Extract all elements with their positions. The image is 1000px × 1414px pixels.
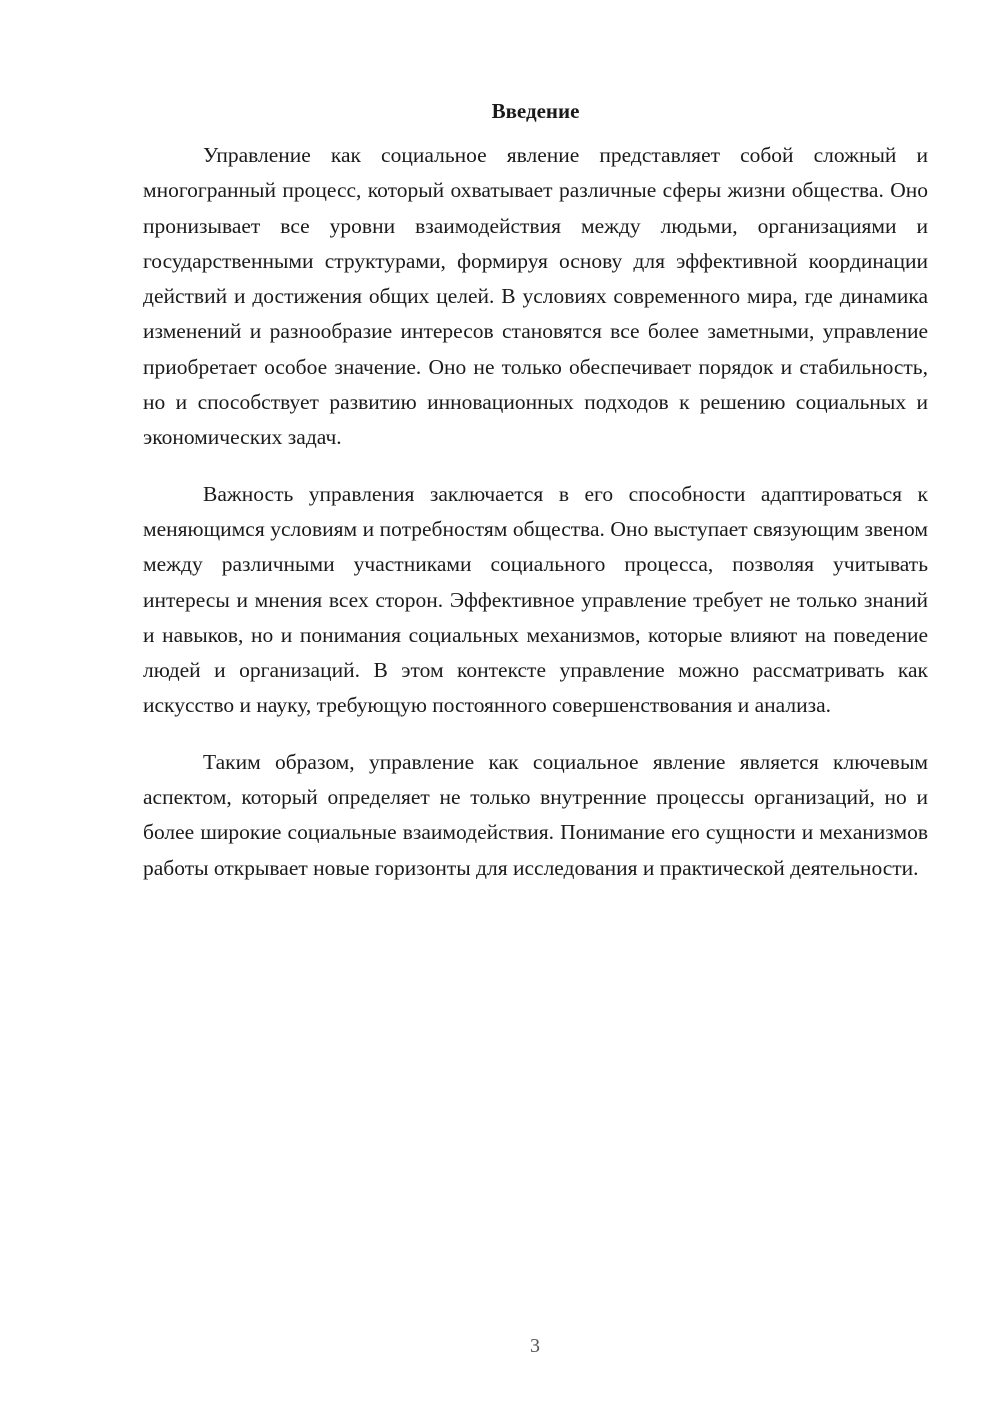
page-content <box>143 95 928 886</box>
paragraph-2: Важность управления заключается в его способности адаптироваться к меняющимся условиям и потребностям общества. Оно выступает связующим звеном между различными участниками социального процесса, позволяя учитывать интересы и мнения всех сторон. Эффективное управление требует не только знаний и навыков, но и понимания социальных механизмов, которые влияют на поведение людей и организаций. В этом контексте управление можно рассматривать как искусство и науку, требующую постоянного совершенствования и анализа. <box>143 481 928 718</box>
paragraph-1: Управление как социальное явление представляет собой сложный и многогранный процесс, который охватывает различные сферы жизни общества. Оно пронизывает все уровни взаимодействия между людьми, организациями и государственными структурами, формируя основу для эффективной координации действий и достижения общих целей. В условиях современного мира, где динамика изменений и разнообразие интересов становятся все более заметными, управление приобретает особое значение. Оно не только обеспечивает порядок и стабильность, но и способствует развитию инновационных подходов к решению социальных и экономических задач. <box>143 143 928 450</box>
paragraph-3: Таким образом, управление как социальное явление является ключевым аспектом, который определяет не только внутренние процессы организаций, но и более широкие социальные взаимодействия. Понимание его сущности и механизмов работы открывает новые горизонты для исследования и практической деятельности. <box>143 749 928 880</box>
page-number: 3 <box>530 1335 540 1357</box>
section-title: Введение <box>491 99 580 123</box>
